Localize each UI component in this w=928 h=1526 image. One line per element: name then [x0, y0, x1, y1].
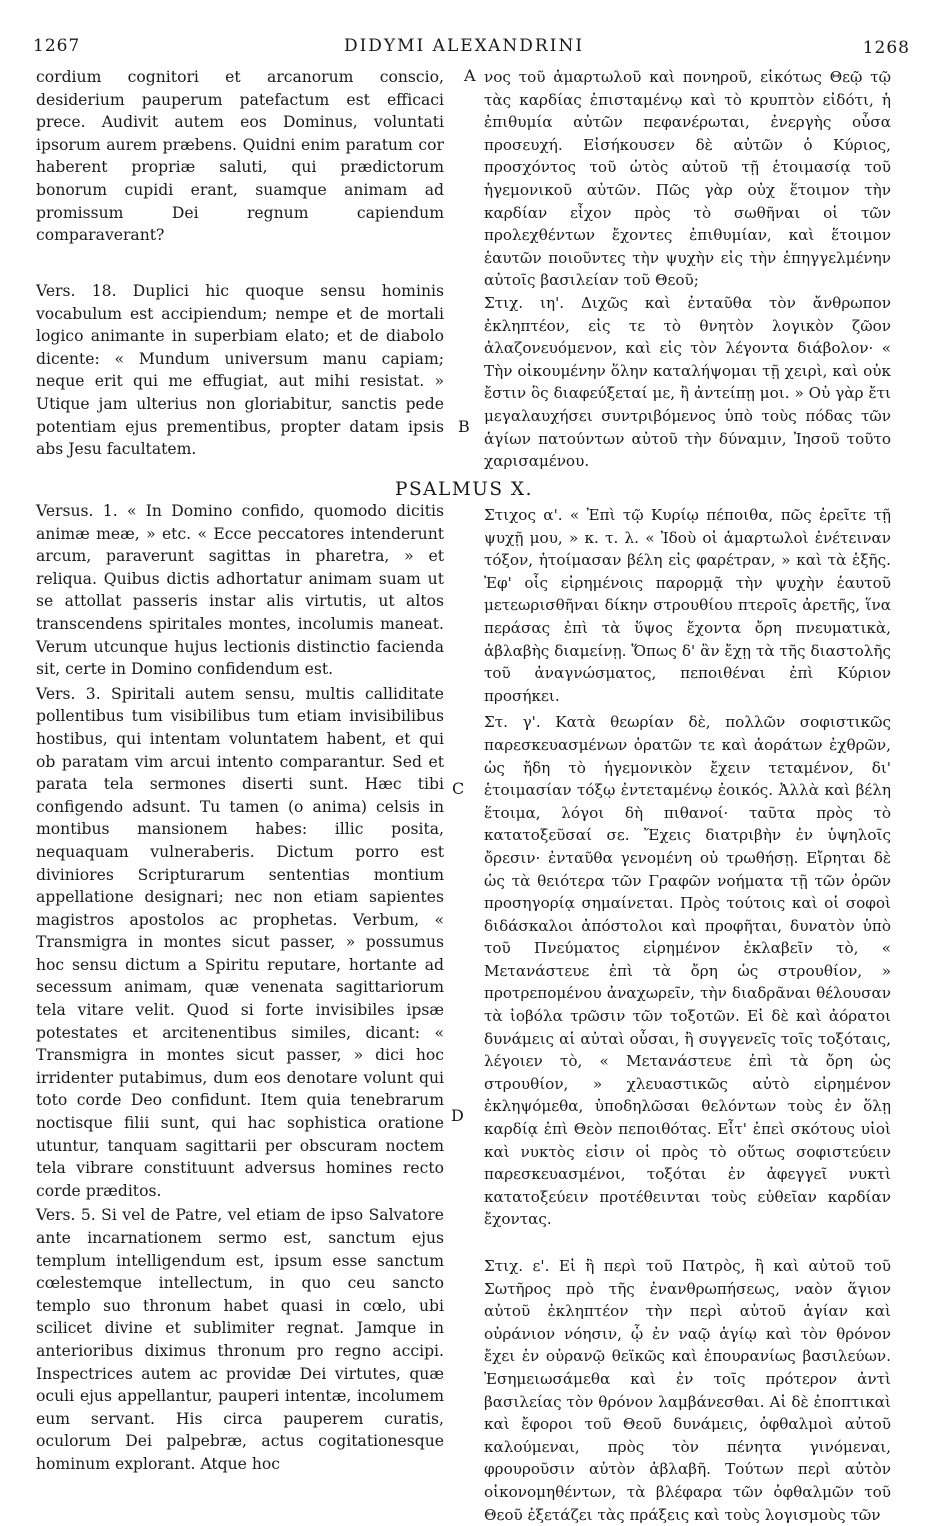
latin-paragraph: cordium cognitori et arcanorum conscio, desiderium pauperum patefactum est efficaci prece. Audivit autem eos Dominus, voluntati ipsorum aurem præbens. Quidni enim paratum cor haberent propriæ saluti, qui prædictorum bonorum cupidi erant, suamque animam ad promissum Dei regnum capiendum comparaverant?	[36, 68, 444, 245]
latin-column-vers18	[36, 280, 444, 461]
page-number-left: 1267	[33, 36, 81, 56]
greek-paragraph: Στιχος α'. « Ἐπὶ τῷ Κυρίῳ πέποιθα, πῶς ἐρεῖτε τῇ ψυχῇ μου, » κ. τ. λ. « Ἰδοὺ οἱ ἁμαρτωλοὶ ἐνέτειναν τόξον, ἡτοίμασαν βέλη εἰς φαρέτραν, » καὶ τὰ ἑξῆς. Ἐφ' οἷς εἰρημένοις παρορμᾷ τὴν ψυχὴν ἑαυτοῦ μετεωρισθῆναι δίκην στρουθίου πτεροῖς ἀρετῆς, ἵνα περάσας ἐπὶ τὰ ὕψος ἔχοντα ὄρη πνευματικὰ, ἀβλαβὴς διαμείνῃ. Ὅπως δ' ἂν ἔχῃ τὰ τῆς διαστολῆς τοῦ ἀναγνώσματος, πεποιθέναι ἐπὶ Κύριον προσήκει.	[484, 506, 891, 705]
greek-column-psalm	[484, 504, 891, 1526]
greek-paragraph: νος τοῦ ἁμαρτωλοῦ καὶ πονηροῦ, εἰκότως Θεῷ τῷ τὰς καρδίας ἐπισταμένῳ καὶ τὸ κρυπτὸν εἰδότι, ἡ ἐπιθυμία αὐτῶν πεφανέρωται, ἐνεργὴς οὖσα προσευχή. Εἰσήκουσεν δὲ αὐτῶν ὁ Κύριος, προσχόντος τοῦ ὠτὸς αὐτοῦ τῇ ἑτοιμασίᾳ τοῦ ἡγεμονικοῦ αὐτῶν. Πῶς γὰρ οὐχ ἕτοιμον τὴν καρδίαν εἶχον πρὸς τὸ σωθῆναι οἱ τῶν προλεχθέντων ἔχοντες ἐπιθυμίαν, καὶ ἕτοιμον ἑαυτῶν ποιοῦντες τὴν ψυχὴν εἰς τὴν ἐπηγγελμένην αὐτοῖς βασιλείαν τοῦ Θεοῦ;	[484, 68, 891, 290]
margin-marker-b: B	[458, 417, 470, 436]
margin-marker-c: C	[452, 779, 465, 798]
greek-paragraph: Στ. γ'. Κατὰ θεωρίαν δὲ, πολλῶν σοφιστικῶς παρεσκευασμένων ὁρατῶν τε καὶ ἀοράτων ἐχθρῶν, ὡς ἤδη τὸ ἡγεμονικὸν ἔχειν τεταμένον, δι' ἑτοιμασίαν τόξῳ ἐντεταμένῳ ἐοικός. Ἀλλὰ καὶ βέλη ἕτοιμα, λόγοι δὴ πιθανοί· ταῦτα πρὸς τὸ κατατοξεῦσαί σε. Ἔχεις διατριβὴν ἐν ὑψηλοῖς ὄρεσιν· ἐνταῦθα γενομένη οὐ τρωθήσῃ. Εἴρηται δὲ ὡς τὰ θειότερα τῶν Γραφῶν νοήματα τῇ τῶν ὀρῶν προσηγορίᾳ σημαίνεται. Πρὸς τούτοις καὶ οἱ σοφοὶ διδάσκαλοι ἀπόστολοι καὶ προφῆται, δυνατὸν ὑπὸ τοῦ Πνεύματος εἰρημένον ἐκλαβεῖν τὸ, « Μετανάστευε ἐπὶ τὰ ὄρη ὡς στρουθίον, » προτρεπομένου ἀναχωρεῖν, τὴν διαδρᾶναι θέλουσαν τὰ ἰοβόλα τρῶσιν τῶν τοξοτῶν. Εἰ δὲ καὶ ἀόρατοι δυνάμεις αἱ αὐταὶ οὖσαι, ἢ συγγενεῖς τοῖς τοξόταις, λέγοιεν τὸ, « Μετανάστευε ἐπὶ τὰ ὄρη ὡς στρουθίον, » χλευαστικῶς αὐτὸ εἰρημένον ἐκληψόμεθα, ὑποδηλῶσαι θελόντων τοὺς ἐν ὅλῃ καρδίᾳ ἐπὶ Θεὸν πεποιθότας. Εἶτ' ἐπεὶ σκότους υἱοὶ καὶ νυκτὸς εἰσιν οἱ πρὸς τὸ οὕτως σοφιστεύειν παρεσκευασμένοι, τοξόται ἐν ἀφεγγεῖ νυκτὶ κατατοξεύειν προτέθεινται τοὺς εὐθεῖαν καρδίαν ἔχοντας.	[484, 713, 891, 1229]
greek-paragraph: Στιχ. ιη'. Διχῶς καὶ ἐνταῦθα τὸν ἄνθρωπον ἐκληπτέον, εἰς τε τὸ θνητὸν λογικὸν ζῶον ἀλαζονευόμενον, καὶ εἰς τὸν λέγοντα διάβολον· « Τὴν οἰκουμένην ὅλην καταλήψομαι τῇ χειρὶ, καὶ οὐκ ἔστιν ὃς διαφεύξεταί με, ἢ ἀντείπῃ μοι. » Οὐ γὰρ ἔτι μεγαλαυχήσει συντριβόμενος ὑπὸ τοὺς πόδας τῶν ἁγίων πατούντων αὐτοῦ τὴν δύναμιν, Ἰησοῦ τοῦτο χαρισαμένου.	[484, 293, 891, 471]
greek-paragraph: Στιχ. ε'. Εἰ ἢ περὶ τοῦ Πατρὸς, ἢ καὶ αὐτοῦ τοῦ Σωτῆρος πρὸ τῆς ἐνανθρωπήσεως, ναὸν ἅγιον αὐτοῦ ἐκληπτέον τὴν περὶ αὐτοῦ ἁγίαν καὶ οὐράνιον νόησιν, ᾧ ἐν ναῷ ἁγίῳ καὶ τὸν θρόνον ἔχει ἐν οὐρανῷ θεϊκῶς καὶ ἐπουρανίως βασιλεύων. Ἐσημειωσάμεθα καὶ ἐν τοῖς πρότερον ἀντὶ βασιλείας τὸν θρόνον λαμβάνεσθαι. Αἱ δὲ ἐποπτικαὶ καὶ ἔφοροι τοῦ Θεοῦ δυνάμεις, ὀφθαλμοὶ αὐτοῦ καλούμεναι, πρὸς τὸν πένητα γινόμεναι, φρουροῦσιν αὐτὸν ἀβλαβῆ. Τούτων περὶ αὐτὸν οἰκονομηθέντων, τὰ βλέφαρα τῶν ὀφθαλμῶν τοῦ Θεοῦ ἐξετάζει τὰς πράξεις καὶ τοὺς λογισμοὺς τῶν	[484, 1257, 891, 1524]
latin-paragraph: Vers. 5. Si vel de Patre, vel etiam de ipso Salvatore ante incarnationem sermo est, sanctum ejus templum intelligendum est, ipsum esse sanctum cœlestemque intellectum, in quo ceu sancto templo suo thronum habet quasi in cœlo, ubi scilicet divine et sublimiter regnat. Jamque in anterioribus diximus thronum pro regno accipi. Inspectrices autem ac providæ Dei virtutes, quæ oculi ejus appellantur, pauperi intentæ, incolumem eum servant. His circa pauperem curatis, oculorum Dei palpebræ, actus cogitationesque hominum explorant. Atque hoc	[36, 1206, 444, 1473]
greek-column-top	[484, 66, 891, 473]
latin-paragraph: Vers. 3. Spiritali autem sensu, multis calliditate pollentibus tum visibilibus tum etiam invisibilibus hostibus, qui intentam voluntatem habent, et qui ob paratam vim arcui intento comparantur. Sed et parata tela sermones diserti sunt. Hæc tibi configendo adsunt. Tu tamen (o anima) celsis in montibus mansionem habes: illic posita, nequaquam vulneraberis. Dictum porro est diviniores Scripturarum sententias montium appellatione designari; nec non etiam sapientes magistros apostolos ac prophetas. Verbum, « Transmigra in montes sicut passer, » possumus hoc sensu dictum a Spiritu reputare, hortante ad secessum animam, quæ venenata sagittariorum tela vitare velit. Quod si forte invisibiles ipsæ potestates et arcitenentibus similes, dicant: « Transmigra in montes sicut passer, » dici hoc irridenter putabimus, dum eos denotare volunt qui toto corde Deo confidunt. Item quia tenebrarum noctisque filii sunt, qui hac sophistica oratione utuntur, tanquam sagittarii per obscuram noctem tela vibrare constituunt adversus homines recto corde præditos.	[36, 684, 444, 1200]
margin-marker-a: A	[464, 66, 476, 85]
latin-paragraph: Vers. 18. Duplici hic quoque sensu hominis vocabulum est accipiendum; nempe et de mortali logico animante in superbiam elato; et de diabolo dicente: « Mundum universum manu capiam; neque erit qui me effugiat, aut mihi resistat. » Utique jam ulterius non gloriabitur, sanctis pede potentiam ejus prementibus, propter datam ipsis abs Jesu facultatem.	[36, 282, 444, 459]
margin-marker-d: D	[451, 1106, 464, 1125]
latin-paragraph: Versus. 1. « In Domino confido, quomodo dicitis animæ meæ, » etc. « Ecce peccatores intenderunt arcum, paraverunt sagittas in pharetra, » et reliqua. Quibus dictis adhortatur animam suam ut se attollat passeris instar alis virtutis, ut altos transcendens spiritales montes, incolumis maneat. Verum utcunque hujus lectionis distinctio facienda sit, certe in Domino confidendum est.	[36, 502, 444, 679]
page-number-right: 1268	[862, 38, 910, 58]
latin-column-top	[36, 66, 444, 247]
psalm-heading: PSALMUS X.	[395, 479, 533, 500]
running-head: DIDYMI ALEXANDRINI	[343, 36, 585, 56]
latin-column-psalm	[36, 500, 444, 1476]
